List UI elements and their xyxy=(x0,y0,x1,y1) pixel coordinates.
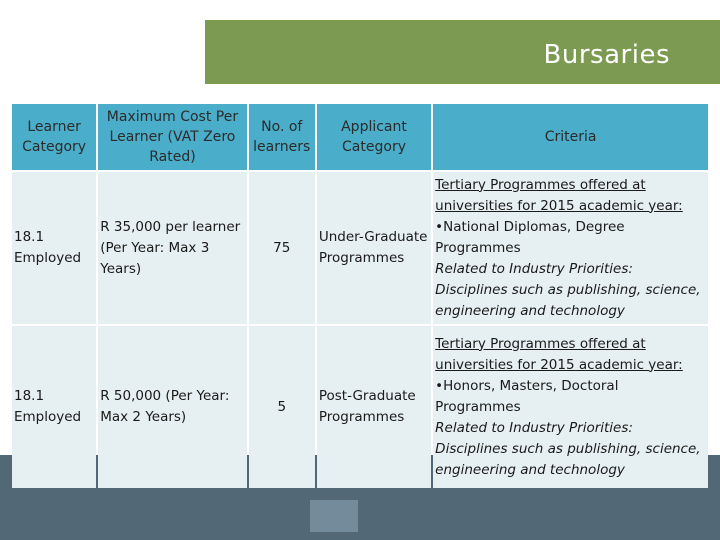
cell-category: 18.1 Employed xyxy=(12,326,96,488)
criteria-bullet: •National Diplomas, Degree Programmes xyxy=(435,218,625,256)
slide-title: Bursaries xyxy=(543,40,670,70)
header-criteria: Criteria xyxy=(433,104,708,170)
header-learner-category: Learner Category xyxy=(12,104,96,170)
table-row xyxy=(12,172,708,324)
table-row xyxy=(12,326,708,488)
cell-max-cost: R 50,000 (Per Year: Max 2 Years) xyxy=(98,326,246,488)
cell-max-cost: R 35,000 per learner (Per Year: Max 3 Years) xyxy=(98,172,246,324)
criteria-sub: Related to Industry Priorities: Disciplines such as publishing, science, engineering and technology xyxy=(435,260,701,319)
header-applicant-category: Applicant Category xyxy=(317,104,431,170)
title-banner xyxy=(205,20,720,84)
criteria-sub: Related to Industry Priorities: Disciplines such as publishing, science, engineering and technology xyxy=(435,419,701,478)
header-max-cost: Maximum Cost Per Learner (VAT Zero Rated) xyxy=(98,104,246,170)
cell-learners: 5 xyxy=(249,326,315,488)
table-header-row xyxy=(12,104,708,170)
criteria-bullet: •Honors, Masters, Doctoral Programmes xyxy=(435,377,619,415)
cell-category: 18.1 Employed xyxy=(12,172,96,324)
cell-criteria xyxy=(433,172,708,324)
bursary-table xyxy=(10,102,710,490)
bottom-decor-square xyxy=(310,500,358,532)
criteria-heading: Tertiary Programmes offered at universities for 2015 academic year: xyxy=(435,335,683,373)
cell-applicant: Post-Graduate Programmes xyxy=(317,326,431,488)
cell-learners: 75 xyxy=(249,172,315,324)
header-no-of-learners: No. of learners xyxy=(249,104,315,170)
cell-applicant: Under-Graduate Programmes xyxy=(317,172,431,324)
criteria-heading: Tertiary Programmes offered at universities for 2015 academic year: xyxy=(435,176,683,214)
cell-criteria xyxy=(433,326,708,488)
